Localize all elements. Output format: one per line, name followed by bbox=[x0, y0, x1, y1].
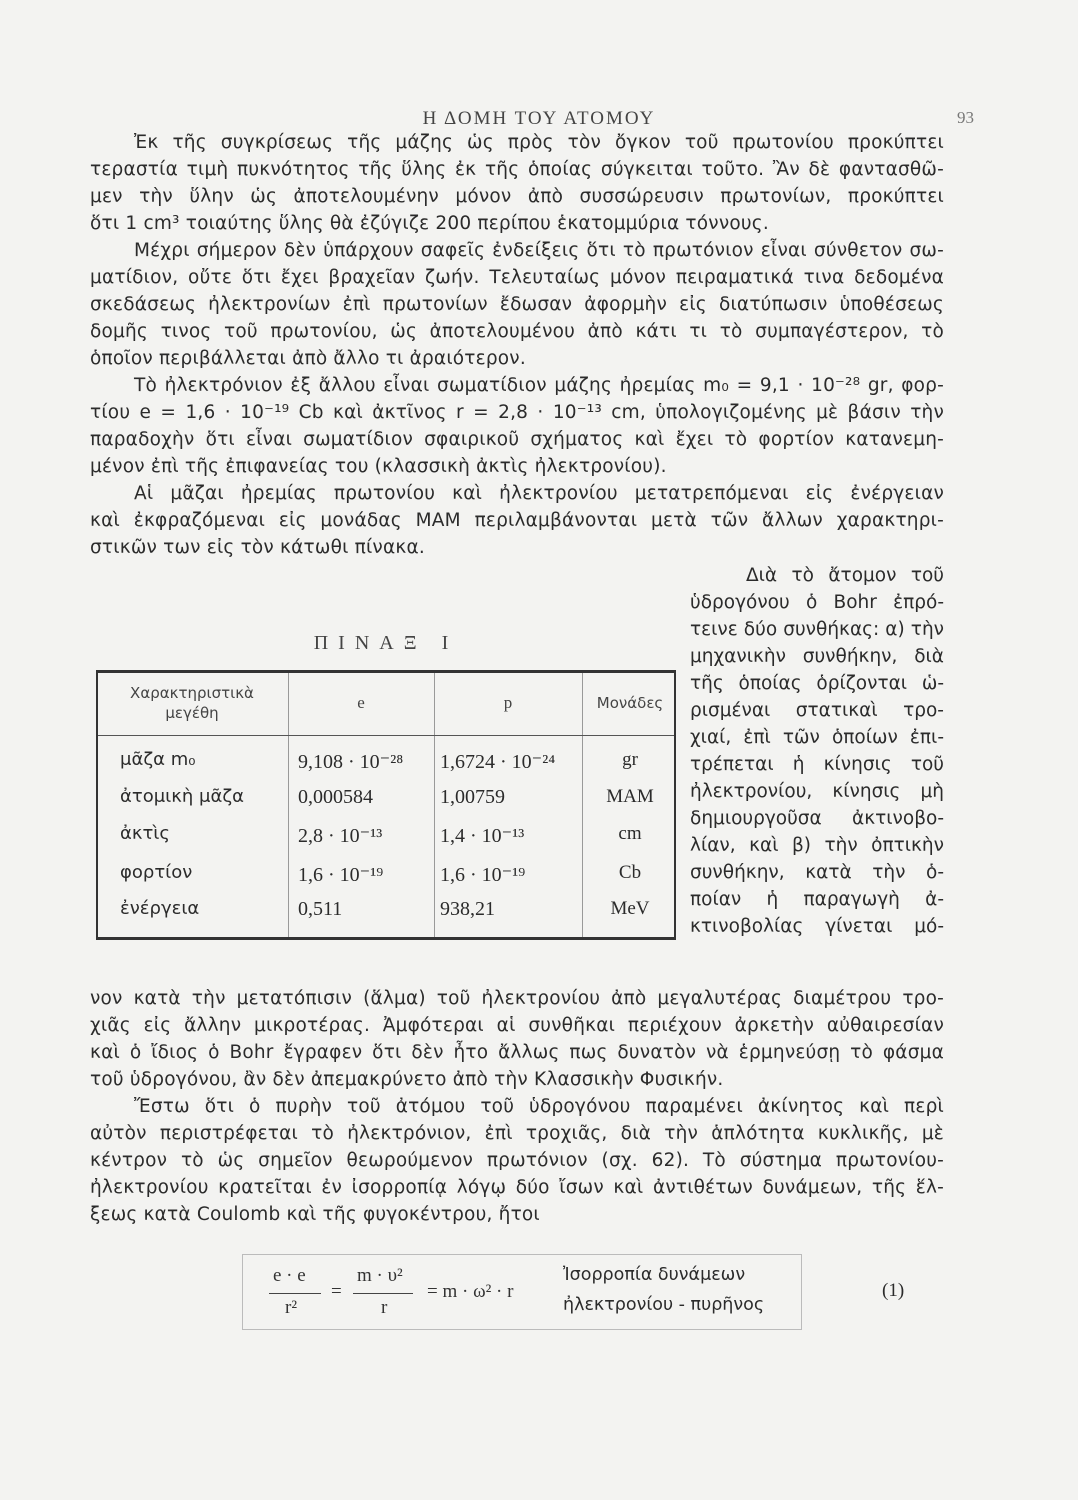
text-line: νον κατὰ τὴν μετατόπισιν (ἅλμα) τοῦ ἠλεκτρονίου ἀπὸ μεγαλυτέρας διαμέτρου τρο- bbox=[90, 988, 944, 1009]
side-text-line: ὑδρογόνου ὁ Bohr ἐπρό- bbox=[690, 592, 944, 613]
side-text-line: τρέπεται ἡ κίνησις τοῦ bbox=[690, 754, 944, 775]
table-cell: 0,000584 bbox=[298, 786, 373, 808]
text-line: καὶ ὁ ἴδιος ὁ Bohr ἔγραφεν ὅτι δὲν ἦτο ἄλλως πως δυνατὸν νὰ ἑρμηνεύσῃ τὸ φάσμα bbox=[90, 1042, 944, 1063]
side-text-line: δημιουργοῦσα ἀκτινοβο- bbox=[690, 808, 944, 829]
text-line: Τὸ ἠλεκτρόνιον ἐξ ἄλλου εἶναι σωματίδιον μάζης ἠρεμίας m₀ = 9,1 · 10⁻²⁸ gr, φορ- bbox=[134, 375, 944, 396]
page-number: 93 bbox=[957, 108, 974, 127]
text-line: στικῶν των εἰς τὸν κάτωθι πίνακα. bbox=[90, 537, 425, 558]
table-cell: μᾶζα m₀ bbox=[120, 749, 196, 770]
table-cell: 1,6 · 10⁻¹⁹ bbox=[440, 864, 526, 886]
table-cell: 938,21 bbox=[440, 898, 495, 920]
data-table bbox=[96, 670, 676, 940]
text-line: μεν τὴν ὕλην ὡς ἀποτελουμένην μόνον ἀπὸ συσσώρευσιν πρωτονίων, προκύπτει bbox=[90, 186, 944, 207]
text-line: δομῆς τινος τοῦ πρωτονίου, ὡς ἀποτελουμένου ἀπὸ κάτι τι τὸ συμπαγέστερον, τὸ bbox=[90, 321, 944, 342]
fraction-numerator: e · e bbox=[273, 1265, 306, 1286]
text-line: σκεδάσεως ἠλεκτρονίων ἐπὶ πρωτονίων ἔδωσαν ἀφορμὴν εἰς διατύπωσιν ὑποθέσεως bbox=[90, 294, 944, 315]
text-line: Ἔστω ὅτι ὁ πυρὴν τοῦ ἀτόμου τοῦ ὑδρογόνου παραμένει ἀκίνητος καὶ περὶ bbox=[134, 1096, 944, 1117]
side-text-line: λίαν, καὶ β) τὴν ὀπτικὴν bbox=[690, 835, 944, 856]
equation-label: Ἰσορροπία δυνάμεων bbox=[563, 1265, 746, 1285]
fraction-denominator: r bbox=[381, 1297, 388, 1318]
text-line: ξεως κατὰ Coulomb καὶ τῆς φυγοκέντρου, ἤτοι bbox=[90, 1204, 540, 1225]
table-cell: 2,8 · 10⁻¹³ bbox=[298, 825, 383, 847]
table-cell: gr bbox=[622, 749, 638, 770]
table-cell: MAM bbox=[606, 786, 654, 807]
side-text-line: τεινε δύο συνθήκας: α) τὴν bbox=[690, 619, 944, 640]
table-header-cell: e bbox=[357, 693, 365, 712]
fraction-denominator: r² bbox=[285, 1297, 298, 1318]
fraction-bar bbox=[353, 1293, 413, 1294]
text-line: ὅτι 1 cm³ τοιαύτης ὕλης θὰ ἐζύγιζε 200 περίπου ἑκατομμύρια τόννους. bbox=[90, 213, 769, 234]
equation-box bbox=[242, 1254, 802, 1330]
side-text-line: τῆς ὁποίας ὁρίζονται ὡ- bbox=[690, 673, 944, 694]
side-text-line: ἠλεκτρονίου, κίνησις μὴ bbox=[690, 781, 944, 802]
table-cell: 1,4 · 10⁻¹³ bbox=[440, 825, 525, 847]
table-cell: cm bbox=[618, 823, 642, 844]
text-line: αὐτὸν περιστρέφεται τὸ ἠλεκτρόνιον, ἐπὶ τροχιᾶς, διὰ τὴν ἁπλότητα κυκλικῆς, μὲ bbox=[90, 1123, 944, 1144]
table-cell: 1,6724 · 10⁻²⁴ bbox=[440, 751, 556, 773]
text-line: τεραστία τιμὴ πυκνότητος τῆς ὕλης ἐκ τῆς ὁποίας σύγκειται τοῦτο. Ἂν δὲ φαντασθῶ- bbox=[90, 159, 944, 180]
text-line: καὶ ἐκφραζόμεναι εἰς μονάδας MAM περιλαμβάνονται μετὰ τῶν ἄλλων χαρακτηρι- bbox=[90, 510, 944, 531]
table-cell: MeV bbox=[610, 898, 650, 919]
side-text-line: ποίαν ἡ παραγωγὴ ἀ- bbox=[690, 889, 944, 910]
table-header-cell: p bbox=[503, 693, 513, 712]
running-header: Η ΔΟΜΗ ΤΟΥ ΑΤΟΜΟΥ bbox=[422, 108, 656, 129]
table-cell: ἐνέργεια bbox=[120, 898, 200, 919]
side-text-line: ρισμέναι στατικαὶ τρο- bbox=[690, 700, 944, 721]
table-cell: 9,108 · 10⁻²⁸ bbox=[298, 751, 404, 773]
table-cell: Cb bbox=[618, 862, 642, 883]
text-line: παραδοχὴν ὅτι εἶναι σωματίδιον σφαιρικοῦ σχήματος καὶ ἔχει τὸ φορτίον κατανεμη- bbox=[90, 429, 944, 450]
equation-number: (1) bbox=[882, 1280, 905, 1301]
text-line: Μέχρι σήμερον δὲν ὑπάρχουν σαφεῖς ἐνδείξεις ὅτι τὸ πρωτόνιον εἶναι σύνθετον σω- bbox=[134, 240, 944, 261]
equals-sign: = bbox=[331, 1281, 342, 1302]
table-cell: 1,6 · 10⁻¹⁹ bbox=[298, 864, 384, 886]
text-line: ἠλεκτρονίου κρατεῖται ἐν ἰσορροπίᾳ λόγῳ δύο ἴσων καὶ ἀντιθέτων δυνάμεων, τῆς ἕλ- bbox=[90, 1177, 944, 1198]
table-header-cell: Χαρακτηριστικὰ μεγέθη bbox=[130, 684, 254, 722]
side-text-line: μηχανικὴν συνθήκην, διὰ bbox=[690, 646, 944, 667]
side-text-line: κτινοβολίας γίνεται μό- bbox=[690, 916, 944, 937]
equation-rhs: = m · ω² · r bbox=[427, 1281, 514, 1302]
text-line: μένον ἐπὶ τῆς ἐπιφανείας του (κλασσικὴ ἀκτὶς ἠλεκτρονίου). bbox=[90, 456, 667, 477]
text-line: ματίδιον, οὔτε ὅτι ἔχει βραχεῖαν ζωήν. Τελευταίως μόνον πειραματικά τινα δεδομένα bbox=[90, 267, 944, 288]
side-text-line: Διὰ τὸ ἄτομον τοῦ bbox=[746, 565, 944, 586]
fraction-numerator: m · υ² bbox=[357, 1265, 403, 1286]
side-text-line: συνθήκην, κατὰ τὴν ὁ- bbox=[690, 862, 944, 883]
text-line: τοῦ ὑδρογόνου, ἂν δὲν ἀπεμακρύνετο ἀπὸ τὴν Κλασσικὴν Φυσικήν. bbox=[90, 1069, 724, 1090]
table-cell: 0,511 bbox=[298, 898, 343, 920]
table-header-rule bbox=[98, 735, 674, 736]
table-cell: φορτίον bbox=[120, 862, 193, 883]
table-cell: ἀτομικὴ μᾶζα bbox=[120, 786, 244, 807]
table-cell: 1,00759 bbox=[440, 786, 505, 808]
text-line: Αἱ μᾶζαι ἠρεμίας πρωτονίου καὶ ἠλεκτρονίου μετατρεπόμεναι εἰς ἐνέργειαν bbox=[134, 483, 944, 504]
text-line: Ἐκ τῆς συγκρίσεως τῆς μάζης ὡς πρὸς τὸν ὄγκον τοῦ πρωτονίου προκύπτει bbox=[134, 132, 944, 153]
text-line: κέντρον τὸ ὡς σημεῖον θεωρούμενον πρωτόνιον (σχ. 62). Τὸ σύστημα πρωτονίου- bbox=[90, 1150, 944, 1171]
text-line: χιᾶς εἰς ἄλλην μικροτέρας. Ἀμφότεραι αἱ συνθῆκαι περιέχουν ἀρκετὴν αὐθαιρεσίαν bbox=[90, 1015, 944, 1036]
equation-label: ἠλεκτρονίου - πυρῆνος bbox=[563, 1295, 765, 1315]
fraction-bar bbox=[269, 1293, 321, 1294]
table-cell: ἀκτὶς bbox=[120, 823, 170, 844]
side-text-line: χιαί, ἐπὶ τῶν ὁποίων ἐπι- bbox=[690, 727, 944, 748]
text-line: ὁποῖον περιβάλλεται ἀπὸ ἄλλο τι ἀραιότερον. bbox=[90, 348, 526, 369]
text-line: τίου e = 1,6 · 10⁻¹⁹ Cb καὶ ἀκτῖνος r = 2,8 · 10⁻¹³ cm, ὑπολογιζομένης μὲ βάσιν τὴν bbox=[90, 402, 944, 423]
table-caption: ΠΙΝΑΞ I bbox=[313, 632, 459, 654]
table-header-cell: Μονάδες bbox=[596, 694, 664, 712]
